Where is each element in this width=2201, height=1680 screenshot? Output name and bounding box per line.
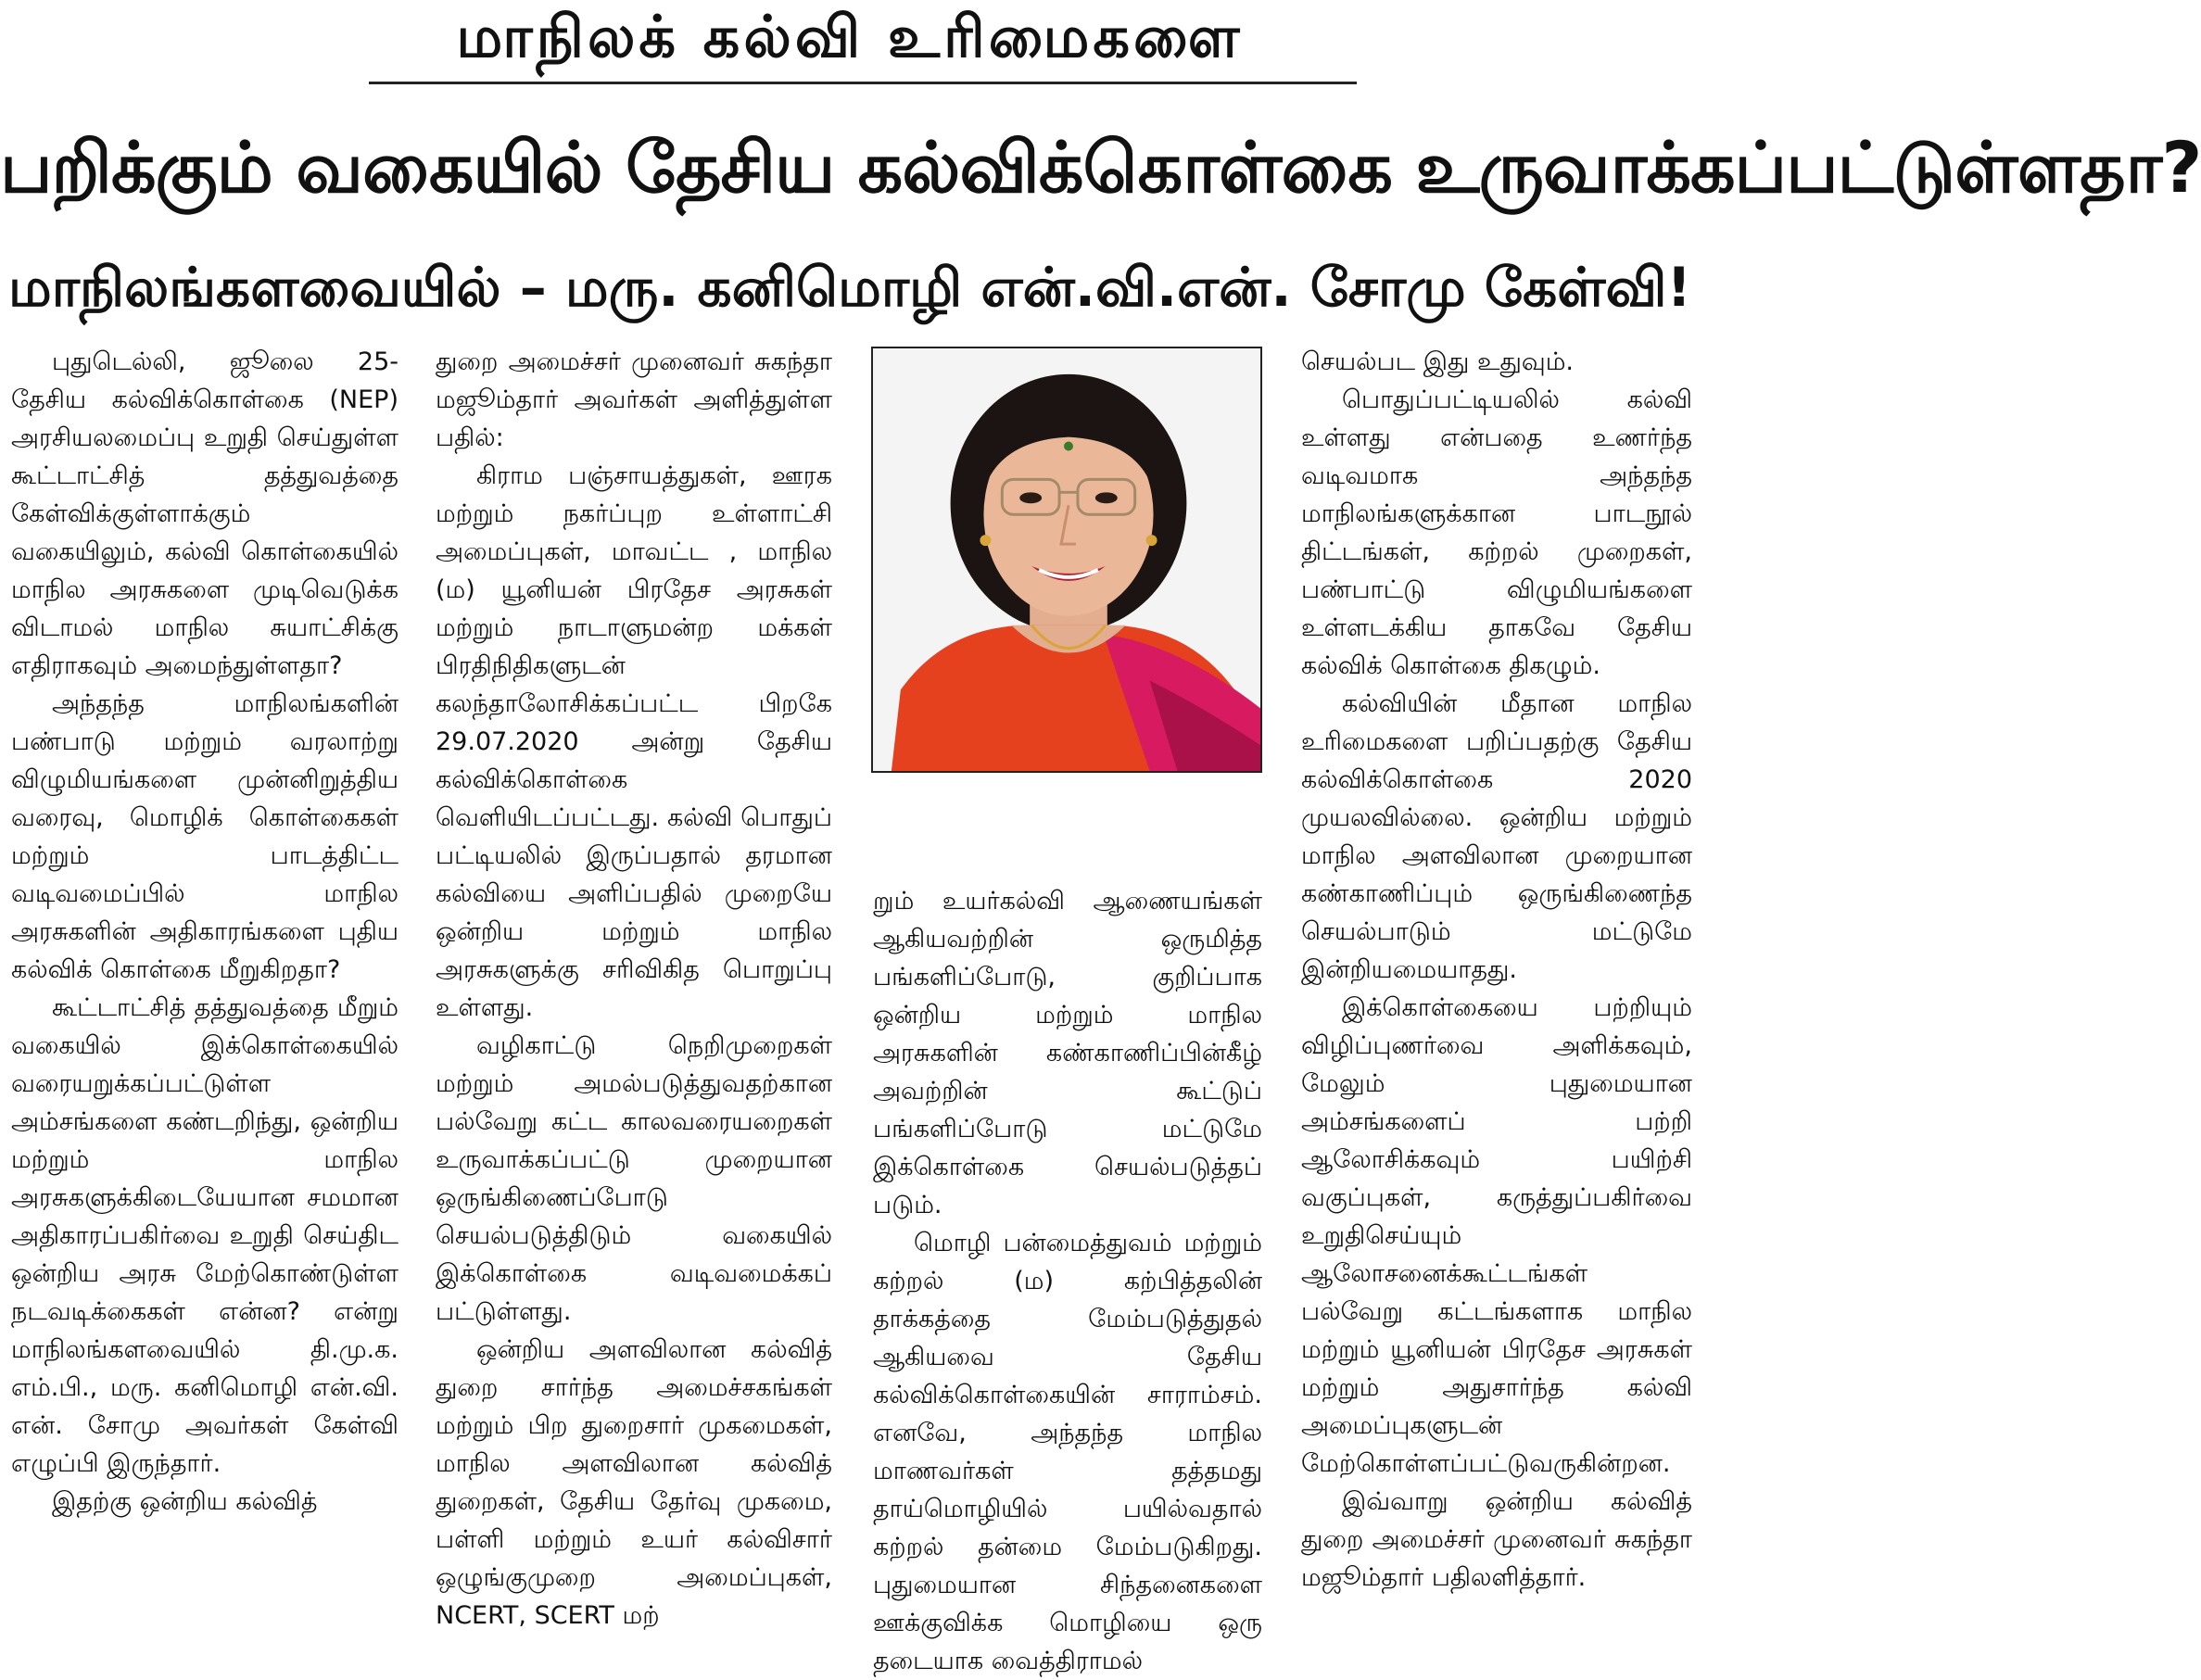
article-paragraph: அந்தந்த மாநிலங்களின் பண்பாடு மற்றும் வரலாற்று விழுமியங்களை முன்னிறுத்திய வரைவு, மொழிக் கொள்கைகள் மற்றும் பாடத்திட்ட வடிவமைப்பில் மாநில அரசுகளின் அதிகாரங்களை புதிய கல்விக் கொள்கை மீறுகிறதா? <box>11 689 398 984</box>
portrait-photo <box>871 347 1262 773</box>
article-column-3 <box>873 882 1262 1680</box>
headline-line-1: மாநிலக் கல்வி உரிமைகளை <box>456 3 1244 70</box>
article-paragraph: கல்வியின் மீதான மாநில உரிமைகளை பறிப்பதற்கு தேசிய கல்விக்கொள்கை 2020 முயலவில்லை. ஒன்றிய மற்றும் மாநில அளவிலான முறையான கண்காணிப்பும் ஒருங்கிணைந்த செயல்பாடும் மட்டுமே இன்றியமையாதது. <box>1301 689 1692 984</box>
article-column-4 <box>1301 343 1692 1597</box>
article-column-2 <box>436 343 832 1635</box>
article-paragraph: இக்கொள்கையை பற்றியும் விழிப்புணர்வை அளிக்கவும், மேலும் புதுமையான அம்சங்களைப் பற்றி ஆலோசிக்கவும் பயிற்சி வகுப்புகள், கருத்துப்பகிர்வை உறுதிசெய்யும் ஆலோசனைக்கூட்டங்கள் பல்வேறு கட்டங்களாக மாநில மற்றும் யூனியன் பிரதேச அரசுகள் மற்றும் அதுசார்ந்த கல்வி அமைப்புகளுடன் மேற்கொள்ளப்பட்டுவருகின்றன. <box>1301 993 1692 1478</box>
article-column-1 <box>11 343 398 1521</box>
headline-divider <box>369 82 1357 84</box>
portrait-illustration <box>873 348 1260 771</box>
subheadline: மாநிலங்களவையில் – மரு. கனிமொழி என்.வி.என். சோமு கேள்வி! <box>8 256 1691 319</box>
headline-line-2: பறிக்கும் வகையில் தேசிய கல்விக்கொள்கை உருவாக்கப்பட்டுள்ளதா? <box>0 126 2201 208</box>
article-paragraph: துறை அமைச்சர் முனைவர் சுகந்தா மஜூம்தார் அவர்கள் அளித்துள்ள பதில்: <box>436 347 832 452</box>
article-paragraph: வழிகாட்டு நெறிமுறைகள் மற்றும் அமல்படுத்துவதற்கான பல்வேறு கட்ட காலவரையறைகள் உருவாக்கப்பட்டு முறையான ஒருங்கிணைப்போடு செயல்படுத்திடும் வகையில் இக்கொள்கை வடிவமைக்கப் பட்டுள்ளது. <box>436 1031 832 1326</box>
article-paragraph: ஒன்றிய அளவிலான கல்வித் துறை சார்ந்த அமைச்சகங்கள் மற்றும் பிற துறைசார் முகமைகள், மாநில அளவிலான கல்வித் துறைகள், தேசிய தேர்வு முகமை, பள்ளி மற்றும் உயர் கல்விசார் ஒழுங்குமுறை அமைப்புகள், NCERT, SCERT மற் <box>436 1335 832 1630</box>
article-paragraph: இதற்கு ஒன்றிய கல்வித் <box>52 1487 318 1516</box>
article-paragraph: றும் உயர்கல்வி ஆணையங்கள் ஆகியவற்றின் ஒருமித்த பங்களிப்போடு, குறிப்பாக ஒன்றிய மற்றும் மாநில அரசுகளின் கண்காணிப்பின்கீழ் அவற்றின் கூட்டுப் பங்களிப்போடு மட்டுமே இக்கொள்கை செயல்படுத்தப் படும். <box>873 887 1262 1219</box>
article-paragraph: கிராம பஞ்சாயத்துகள், ஊரக மற்றும் நகர்ப்புற உள்ளாட்சி அமைப்புகள், மாவட்ட , மாநில (ம) யூனியன் பிரதேச அரசுகள் மற்றும் நாடாளுமன்ற மக்கள் பிரதிநிதிகளுடன் கலந்தாலோசிக்கப்பட்ட பிறகே 29.07.2020 அன்று தேசிய கல்விக்கொள்கை வெளியிடப்பட்டது. கல்வி பொதுப் பட்டியலில் இருப்பதால் தரமான கல்வியை அளிப்பதில் முறையே ஒன்றிய மற்றும் மாநில அரசுகளுக்கு சரிவிகித பொறுப்பு உள்ளது. <box>436 461 832 1022</box>
article-paragraph: மொழி பன்மைத்துவம் மற்றும் கற்றல் (ம) கற்பித்தலின் தாக்கத்தை மேம்படுத்துதல் ஆகியவை தேசிய கல்விக்கொள்கையின் சாராம்சம். எனவே, அந்தந்த மாநில மாணவர்கள் தத்தமது தாய்மொழியில் பயில்வதால் கற்றல் தன்மை மேம்படுகிறது. புதுமையான சிந்தனைகளை ஊக்குவிக்க மொழியை ஒரு தடையாக வைத்திராமல் <box>873 1229 1262 1675</box>
article-paragraph: புதுடெல்லி, ஜூலை 25- தேசிய கல்விக்கொள்கை (NEP) அரசியலமைப்பு உறுதி செய்துள்ள கூட்டாட்சித் தத்துவத்தை கேள்விக்குள்ளாக்கும் வகையிலும், கல்வி கொள்கையில் மாநில அரசுகளை முடிவெடுக்க விடாமல் மாநில சுயாட்சிக்கு எதிராகவும் அமைந்துள்ளதா? <box>11 347 398 680</box>
article-paragraph: பொதுப்பட்டியலில் கல்வி உள்ளது என்பதை உணர்ந்த வடிவமாக அந்தந்த மாநிலங்களுக்கான பாடநூல் திட்டங்கள், கற்றல் முறைகள், பண்பாட்டு விழுமியங்களை உள்ளடக்கிய தாகவே தேசிய கல்விக் கொள்கை திகழும். <box>1301 385 1692 680</box>
article-paragraph: செயல்பட இது உதுவும். <box>1301 347 1575 376</box>
article-paragraph: இவ்வாறு ஒன்றிய கல்வித் துறை அமைச்சர் முனைவர் சுகந்தா மஜூம்தார் பதிலளித்தார். <box>1301 1487 1692 1592</box>
article-paragraph: கூட்டாட்சித் தத்துவத்தை மீறும் வகையில் இக்கொள்கையில் வரையறுக்கப்பட்டுள்ள அம்சங்களை கண்டறிந்து, ஒன்றிய மற்றும் மாநில அரசுகளுக்கிடையேயான சமமான அதிகாரப்பகிர்வை உறுதி செய்திட ஒன்றிய அரசு மேற்கொண்டுள்ள நடவடிக்கைகள் என்ன? என்று மாநிலங்களவையில் தி.மு.க. எம்.பி., மரு. கனிமொழி என்.வி. என். சோமு அவர்கள் கேள்வி எழுப்பி இருந்தார். <box>11 993 398 1478</box>
